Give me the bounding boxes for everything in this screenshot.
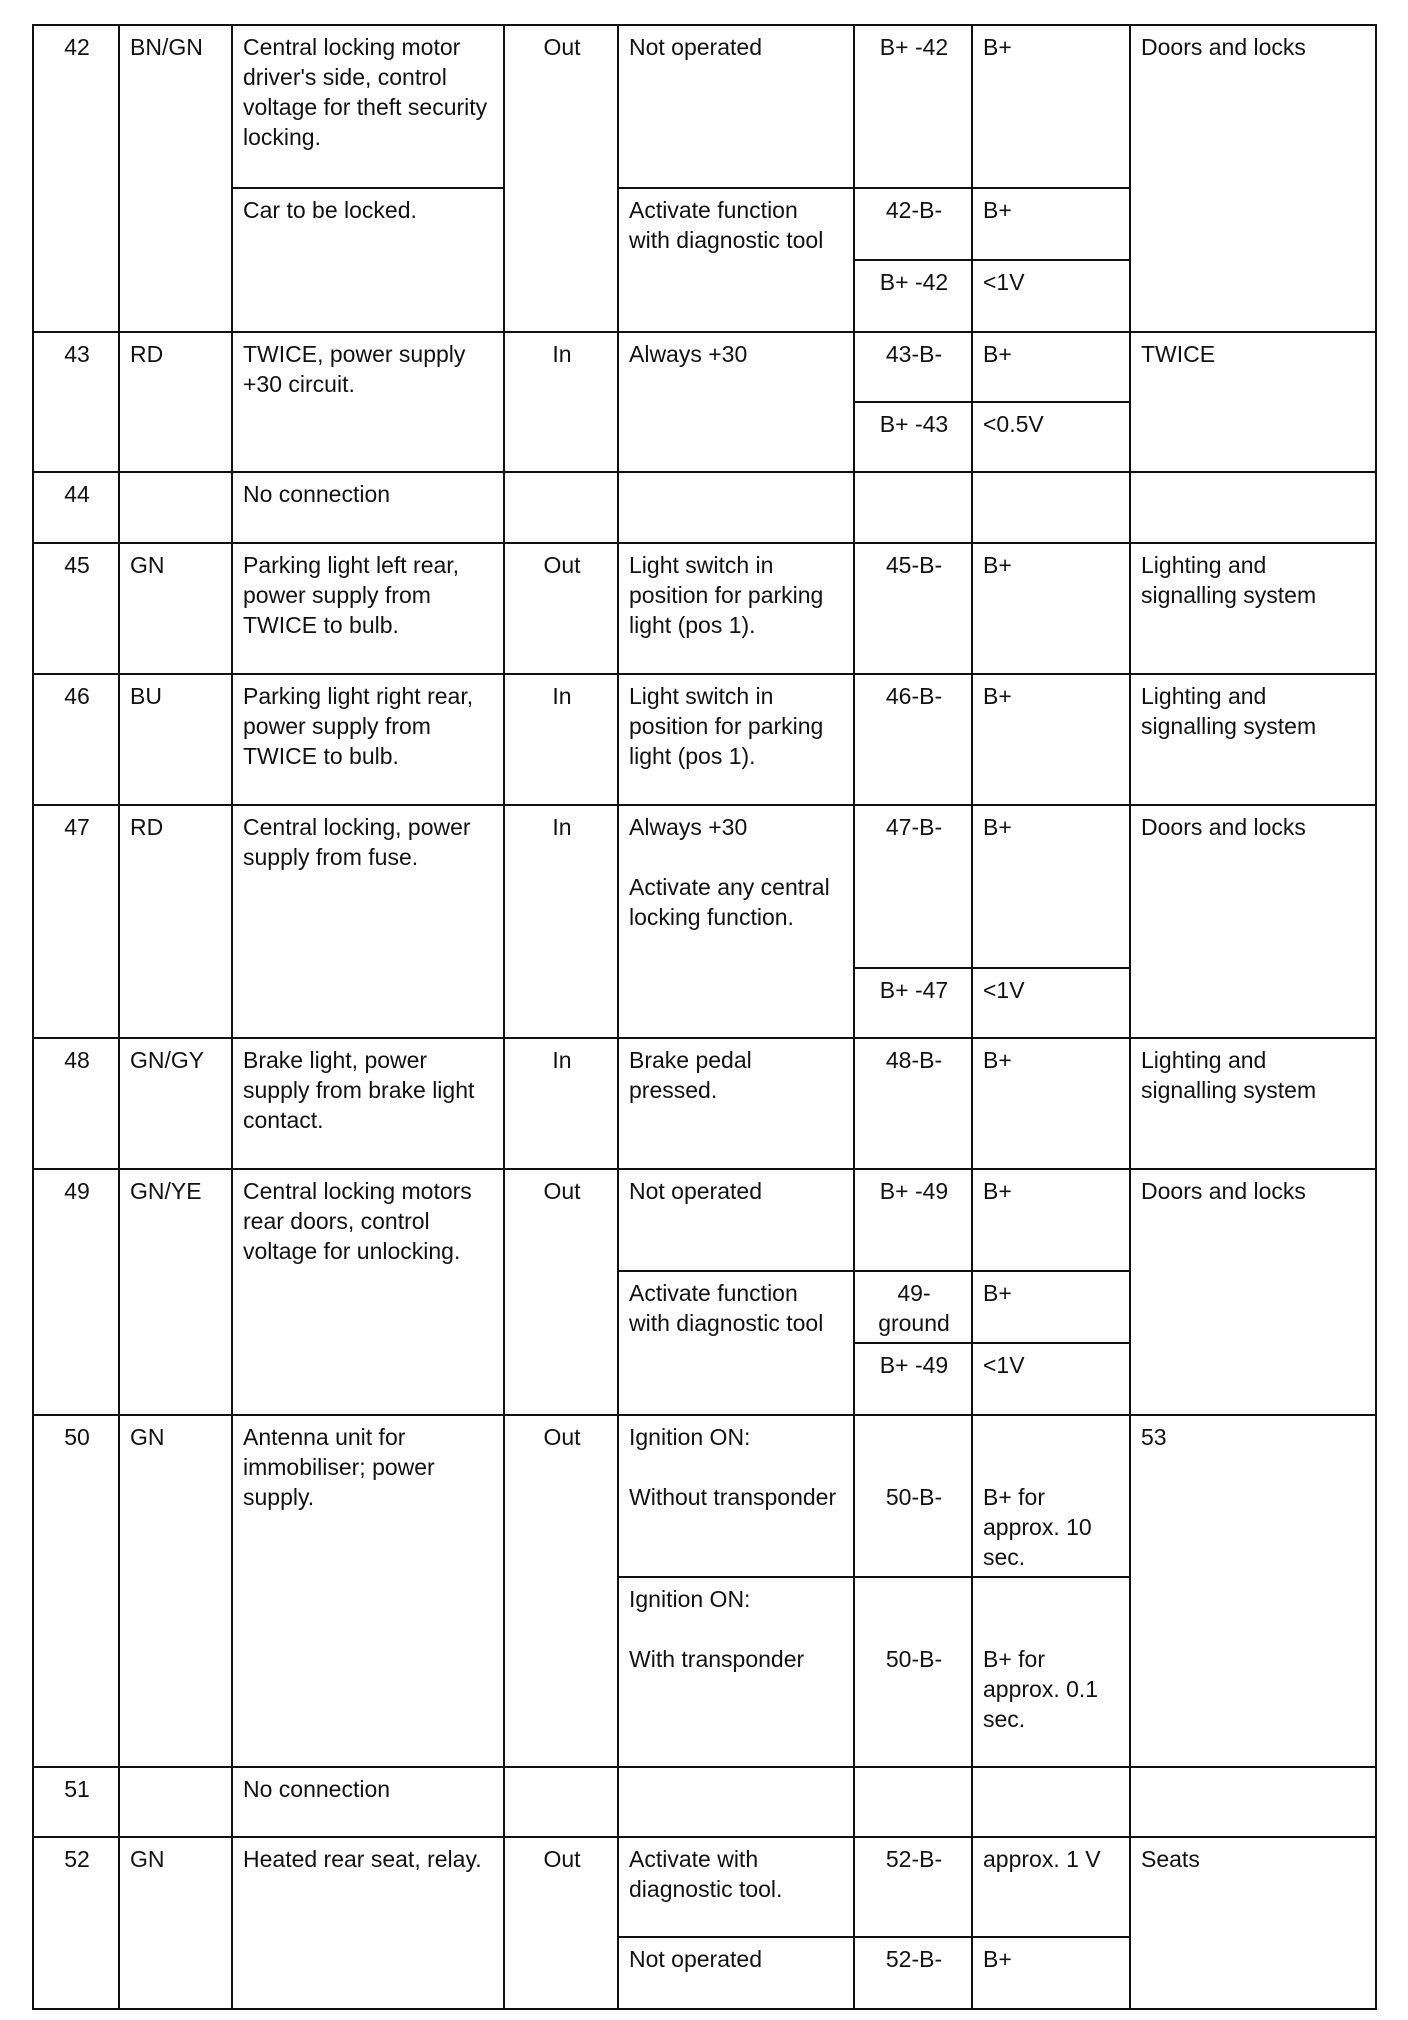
pin-description: Parking light right rear, power supply from TWICE to bulb. [232, 674, 504, 805]
signal-direction: Out [504, 1415, 618, 1767]
wire-color [119, 472, 232, 543]
nominal-value: B+ [972, 1169, 1130, 1271]
signal-direction: In [504, 332, 618, 472]
nominal-value: B+ for approx. 0.1 sec. [972, 1577, 1130, 1767]
measure-points: B+ -47 [854, 968, 972, 1038]
wire-color: GN/GY [119, 1038, 232, 1169]
wire-color: GN [119, 1415, 232, 1767]
system-reference: Doors and locks [1130, 25, 1376, 332]
measure-points: 43-B- [854, 332, 972, 402]
system-reference [1130, 1767, 1376, 1837]
pin-number: 52 [33, 1837, 119, 2009]
table-row [33, 1767, 1376, 1837]
table-row [33, 1038, 1376, 1169]
table-row [33, 25, 1376, 188]
condition-line: Ignition ON: [629, 1424, 751, 1450]
nominal-value: B+ for approx. 10 sec. [972, 1415, 1130, 1577]
pin-description: No connection [232, 472, 504, 543]
wire-color: GN [119, 1837, 232, 2009]
nominal-value: <1V [972, 260, 1130, 332]
system-reference: TWICE [1130, 332, 1376, 472]
test-condition [618, 1767, 854, 1837]
test-condition: Always +30 [618, 332, 854, 472]
measure-points: 49-ground [854, 1271, 972, 1343]
signal-direction: In [504, 674, 618, 805]
wire-color: RD [119, 332, 232, 472]
measure-points: 50-B- [854, 1577, 972, 1767]
nominal-value: approx. 1 V [972, 1837, 1130, 1937]
signal-direction [504, 472, 618, 543]
signal-direction [504, 1767, 618, 1837]
measure-points: 52-B- [854, 1837, 972, 1937]
nominal-value: B+ [972, 188, 1130, 260]
condition-line: Always +30 [629, 814, 748, 840]
pin-number: 44 [33, 472, 119, 543]
test-condition: Activate function with diagnostic tool [618, 188, 854, 332]
test-condition [618, 1577, 854, 1767]
test-condition: Activate function with diagnostic tool [618, 1271, 854, 1415]
signal-direction: Out [504, 1169, 618, 1415]
nominal-value: <1V [972, 1343, 1130, 1415]
measure-points: 50-B- [854, 1415, 972, 1577]
table-row [33, 1169, 1376, 1271]
system-reference: Seats [1130, 1837, 1376, 2009]
nominal-value: B+ [972, 1937, 1130, 2009]
pin-number: 48 [33, 1038, 119, 1169]
measure-points: B+ -42 [854, 25, 972, 188]
table-row [33, 805, 1376, 968]
measure-points: B+ -42 [854, 260, 972, 332]
signal-direction: Out [504, 25, 618, 332]
table-row [33, 472, 1376, 543]
measure-points [854, 472, 972, 543]
wire-color: GN [119, 543, 232, 674]
nominal-value: B+ [972, 332, 1130, 402]
test-condition: Light switch in position for parking light (pos 1). [618, 674, 854, 805]
test-condition [618, 1415, 854, 1577]
pin-description: Central locking motors rear doors, control voltage for unlocking. [232, 1169, 504, 1415]
pin-number: 42 [33, 25, 119, 332]
wire-color: RD [119, 805, 232, 1038]
test-condition [618, 805, 854, 1038]
table-row [33, 332, 1376, 402]
system-reference: 53 [1130, 1415, 1376, 1767]
system-reference: Doors and locks [1130, 805, 1376, 1038]
measure-points: B+ -43 [854, 402, 972, 472]
nominal-value: <0.5V [972, 402, 1130, 472]
nominal-value: B+ [972, 1038, 1130, 1169]
pin-description: Parking light left rear, power supply from TWICE to bulb. [232, 543, 504, 674]
measure-points: 42-B- [854, 188, 972, 260]
nominal-value: B+ [972, 543, 1130, 674]
wire-color [119, 1767, 232, 1837]
measure-points: 52-B- [854, 1937, 972, 2009]
test-condition: Not operated [618, 1937, 854, 2009]
test-condition: Light switch in position for parking light (pos 1). [618, 543, 854, 674]
pin-number: 47 [33, 805, 119, 1038]
measure-points: B+ -49 [854, 1169, 972, 1271]
test-condition: Not operated [618, 1169, 854, 1271]
measure-points: B+ -49 [854, 1343, 972, 1415]
system-reference [1130, 472, 1376, 543]
pin-description: Brake light, power supply from brake light contact. [232, 1038, 504, 1169]
pin-description: No connection [232, 1767, 504, 1837]
test-condition: Not operated [618, 25, 854, 188]
pin-number: 50 [33, 1415, 119, 1767]
test-condition: Activate with diagnostic tool. [618, 1837, 854, 1937]
pin-number: 43 [33, 332, 119, 472]
pin-description: Central locking, power supply from fuse. [232, 805, 504, 1038]
condition-line: Ignition ON: [629, 1586, 751, 1612]
system-reference: Lighting and signalling system [1130, 674, 1376, 805]
table-row [33, 674, 1376, 805]
condition-line: With transponder [629, 1646, 805, 1672]
system-reference: Lighting and signalling system [1130, 543, 1376, 674]
test-condition [618, 472, 854, 543]
measure-points [854, 1767, 972, 1837]
nominal-value: B+ [972, 1271, 1130, 1343]
pin-description: Car to be locked. [232, 188, 504, 332]
test-condition: Brake pedal pressed. [618, 1038, 854, 1169]
signal-direction: Out [504, 543, 618, 674]
nominal-value [972, 1767, 1130, 1837]
nominal-value: <1V [972, 968, 1130, 1038]
wire-color: BU [119, 674, 232, 805]
measure-points: 45-B- [854, 543, 972, 674]
condition-line: Without transponder [629, 1484, 837, 1510]
signal-direction: Out [504, 1837, 618, 2009]
table-row [33, 1837, 1376, 1937]
pin-number: 46 [33, 674, 119, 805]
pin-number: 51 [33, 1767, 119, 1837]
condition-line: Activate any central locking function. [629, 874, 830, 930]
pin-description: TWICE, power supply +30 circuit. [232, 332, 504, 472]
system-reference: Doors and locks [1130, 1169, 1376, 1415]
system-reference: Lighting and signalling system [1130, 1038, 1376, 1169]
pin-description: Heated rear seat, relay. [232, 1837, 504, 2009]
pin-description: Central locking motor driver's side, control voltage for theft security locking. [232, 25, 504, 188]
nominal-value: B+ [972, 25, 1130, 188]
measure-points: 48-B- [854, 1038, 972, 1169]
table-row [33, 1415, 1376, 1577]
nominal-value: B+ [972, 674, 1130, 805]
signal-direction: In [504, 1038, 618, 1169]
nominal-value: B+ [972, 805, 1130, 968]
measure-points: 46-B- [854, 674, 972, 805]
pin-number: 49 [33, 1169, 119, 1415]
table-row [33, 543, 1376, 674]
signal-direction: In [504, 805, 618, 1038]
measure-points: 47-B- [854, 805, 972, 968]
pin-number: 45 [33, 543, 119, 674]
wire-color: GN/YE [119, 1169, 232, 1415]
wire-color: BN/GN [119, 25, 232, 332]
pin-assignment-table [32, 24, 1377, 2010]
pin-description: Antenna unit for immobiliser; power supply. [232, 1415, 504, 1767]
nominal-value [972, 472, 1130, 543]
